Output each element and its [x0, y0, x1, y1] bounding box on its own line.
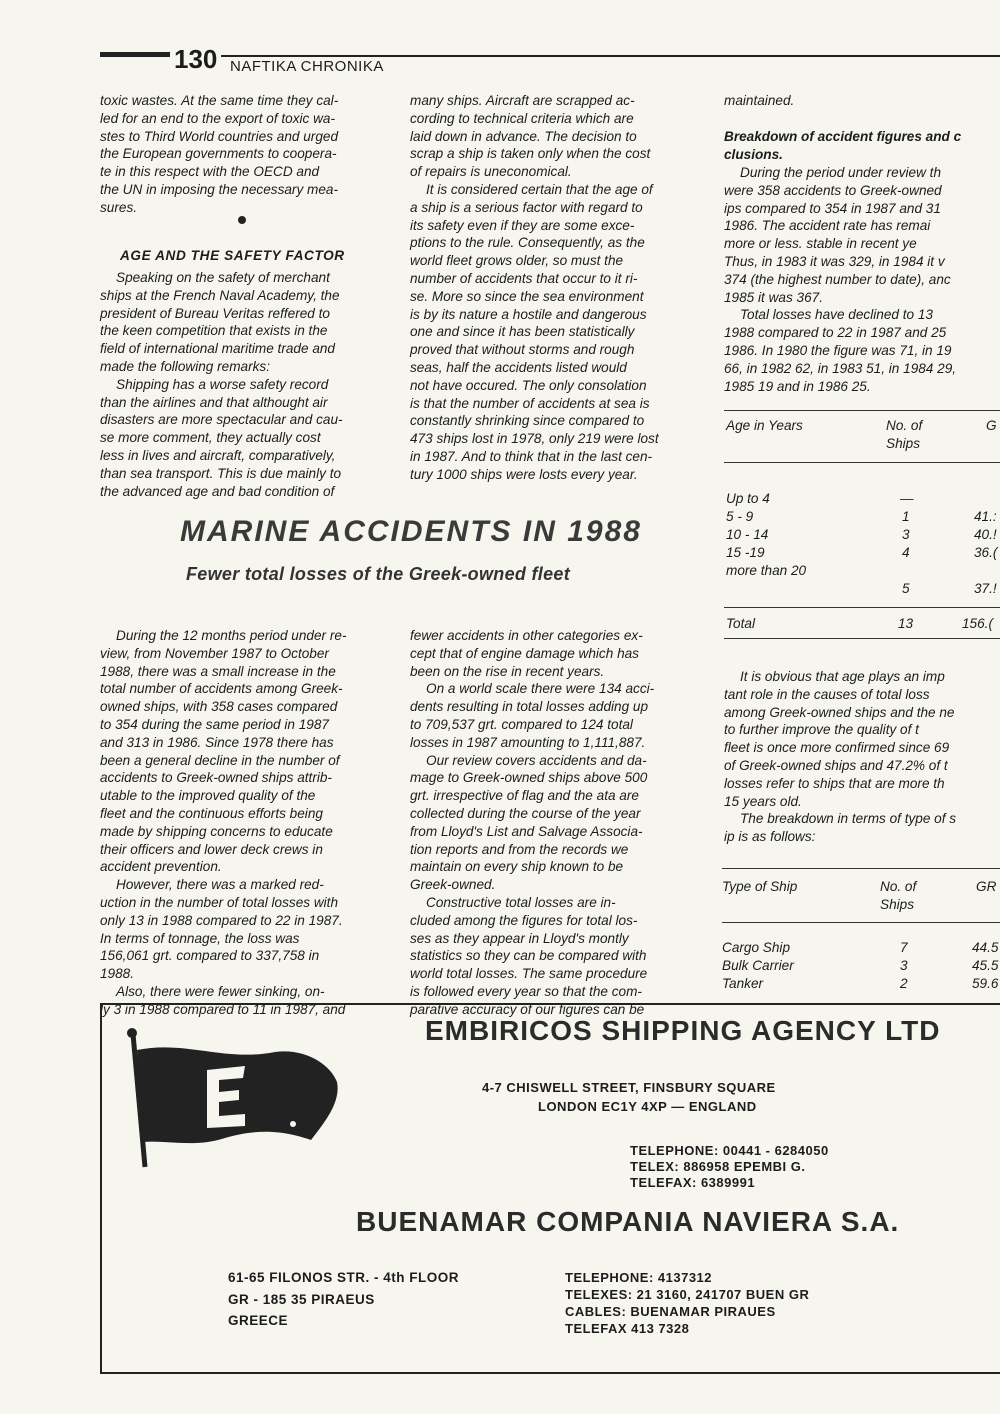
col3-top-text	[724, 92, 1000, 110]
text-line: 1988.	[100, 966, 135, 982]
text-line: is followed every year so that the com-	[410, 983, 642, 999]
grt-cell: 40.!	[974, 527, 997, 542]
text-line: constantly shrinking since compared to	[410, 413, 645, 429]
text-line: than sea transport. This is due mainly to	[100, 465, 342, 481]
grt-cell: 59.6	[972, 976, 999, 991]
text-line: It is obvious that age plays an imp	[740, 669, 945, 684]
type-table-top-rule	[722, 868, 1000, 869]
text-line: less in lives and aircraft, comparatively,	[100, 447, 336, 463]
text-line: made by shipping concerns to educate	[100, 823, 333, 839]
text-line: were 358 accidents to Greek-owned	[724, 182, 942, 198]
text-line: of repairs is uneconomical.	[410, 164, 572, 180]
text-line: tury 1000 ships were losts every year.	[410, 466, 638, 482]
page-number: 130	[170, 44, 221, 75]
text-line: world fleet grows older, so must the	[410, 253, 624, 269]
text-line: Also, there were fewer sinking, on-	[116, 983, 325, 999]
text-line: a ship is a serious factor with regard to	[410, 199, 643, 215]
age-table-total-grt: 156.(	[962, 616, 993, 631]
text-line: 1985 it was 367.	[724, 289, 823, 305]
text-line: te in this respect with the OECD and	[100, 164, 320, 180]
text-line: laid down in advance. The decision to	[410, 128, 637, 144]
company2-address-line1: 61-65 FILONOS STR. - 4th FLOOR	[228, 1270, 460, 1285]
text-line: been on the rise in recent years.	[410, 663, 605, 679]
section-bullet	[238, 216, 246, 224]
text-line: 1988 compared to 22 in 1987 and 25	[724, 325, 947, 341]
text-line: the advanced age and bad condition of	[100, 483, 335, 499]
text-line: 66, in 1982 62, in 1983 51, in 1984 29,	[724, 360, 957, 376]
text-line: its safety even if they are some exce-	[410, 217, 635, 233]
text-line: field of international maritime trade and	[100, 341, 335, 357]
text-line: scrap a ship is taken only when the cost	[410, 146, 651, 162]
age-cell: more than 20	[726, 563, 807, 578]
text-line: ip is as follows:	[724, 829, 816, 845]
text-line: one and since it has been statistically	[410, 324, 635, 340]
ships-cell: 4	[902, 545, 910, 560]
grt-cell: 41.:	[974, 509, 997, 524]
company1-telephone: TELEPHONE: 00441 - 6284050	[630, 1143, 829, 1158]
text-line: mage to Greek-owned ships above 500	[410, 770, 648, 786]
text-line: maintain on every ship known to be	[410, 859, 624, 875]
text-line: During the period under review th	[740, 165, 941, 180]
type-cell: Tanker	[722, 976, 764, 991]
article-title: MARINE ACCIDENTS IN 1988	[180, 515, 642, 548]
text-line: among Greek-owned ships and the ne	[724, 704, 955, 720]
type-table-header-type: Type of Ship	[722, 879, 798, 894]
grt-cell: 45.5	[972, 958, 999, 973]
text-line: se more comment, they actually cost	[100, 430, 321, 446]
text-line: dents resulting in total losses adding up	[410, 699, 649, 715]
text-line: proved that without storms and rough	[410, 342, 635, 358]
age-cell: Up to 4	[726, 491, 770, 506]
text-line: 1986. The accident rate has remai	[724, 218, 931, 234]
ships-cell: 5	[902, 581, 910, 596]
ships-cell: 3	[900, 958, 908, 973]
table-row	[726, 508, 753, 526]
age-cell: 5 - 9	[726, 509, 754, 524]
text-line: ips compared to 354 in 1987 and 31	[724, 200, 941, 216]
text-line: 15 years old.	[724, 793, 802, 809]
col3-text2	[724, 668, 1000, 846]
text-line: 1988, there was a small increase in the	[100, 663, 336, 679]
company2-telephone: TELEPHONE: 4137312	[565, 1270, 713, 1285]
text-line: cluded among the figures for total los-	[410, 912, 638, 928]
age-table-total-label: Total	[726, 616, 755, 631]
text-line: accidents to Greek-owned ships attrib-	[100, 770, 332, 786]
article-subtitle: Fewer total losses of the Greek-owned fleet	[186, 564, 570, 584]
age-table-header-grt: G	[986, 418, 997, 433]
text-line: 473 ships lost in 1978, only 219 were lost	[410, 431, 659, 447]
text-line: However, there was a marked red-	[116, 877, 324, 893]
text-line: ly 3 in 1988 compared to 11 in 1987, and	[100, 1001, 346, 1017]
text-line: to further improve the quality of t	[724, 722, 919, 738]
age-table-header-rule	[724, 462, 1000, 463]
text-line: uction in the number of total losses with	[100, 894, 339, 910]
text-line: Total losses have declined to 13	[740, 307, 933, 323]
age-table-header-ships: No. of Ships	[886, 418, 923, 451]
age-table-total-rule	[724, 607, 1000, 608]
text-line: se. More so since the sea environment	[410, 288, 644, 304]
ships-cell: —	[900, 491, 914, 506]
text-line: utable to the improved quality of the	[100, 788, 316, 804]
type-cell: Bulk Carrier	[722, 958, 794, 973]
text-line: Thus, in 1983 it was 329, in 1984 it v	[724, 253, 945, 269]
text-line: The breakdown in terms of type of s	[740, 811, 957, 827]
text-line: Breakdown of accident figures and c	[724, 129, 962, 144]
col1-section-text	[100, 269, 392, 500]
text-line: Greek-owned.	[410, 877, 496, 893]
text-line: 1985 19 and in 1986 25.	[724, 378, 871, 394]
text-line: On a world scale there were 134 acci-	[426, 681, 655, 697]
text-line: fewer accidents in other categories ex-	[410, 628, 643, 643]
text-line: total number of accidents among Greek-	[100, 681, 343, 697]
text-line: statistics so they can be compared with	[410, 948, 647, 964]
text-line: fleet and the continuous efforts being	[100, 805, 323, 821]
text-line: led for an end to the export of toxic wa-	[100, 110, 336, 126]
text-line: maintained.	[724, 93, 795, 108]
text-line: accident prevention.	[100, 859, 222, 875]
text-line: the keen competition that exists in the	[100, 323, 328, 339]
text-line: ships at the French Naval Academy, the	[100, 287, 340, 303]
flag-logo-icon	[115, 1022, 375, 1172]
ships-cell: 1	[902, 509, 910, 524]
text-line: disasters are more spectacular and cau-	[100, 412, 343, 428]
company1-telefax: TELEFAX: 6389991	[630, 1175, 756, 1190]
text-line: made the following remarks:	[100, 358, 270, 374]
text-line: owned ships, with 358 cases compared	[100, 699, 338, 715]
text-line: sures.	[100, 199, 138, 215]
grt-cell: 36.(	[974, 545, 998, 560]
age-cell: 10 - 14	[726, 527, 769, 542]
text-line: tant role in the causes of total loss	[724, 686, 930, 702]
company1-address-line1: 4-7 CHISWELL STREET, FINSBURY SQUARE	[482, 1080, 776, 1095]
text-line: grt. irrespective of flag and the ata are	[410, 788, 639, 804]
text-line: to 354 during the same period in 1987	[100, 716, 329, 732]
text-line: to 709,537 grt. compared to 124 total	[410, 716, 633, 732]
text-line: is by its nature a hostile and dangerous	[410, 306, 647, 322]
company2-cables: CABLES: BUENAMAR PIRAUES	[565, 1304, 776, 1319]
ships-cell: 7	[900, 940, 908, 955]
text-line: It is considered certain that the age of	[426, 181, 653, 197]
text-line: world total losses. The same procedure	[410, 966, 648, 982]
company2-telexes: TELEXES: 21 3160, 241707 BUEN GR	[565, 1287, 810, 1302]
table-row	[726, 544, 765, 562]
company2-name: BUENAMAR COMPANIA NAVIERA S.A.	[356, 1206, 900, 1237]
text-line: number of accidents that occur to it ri-	[410, 270, 638, 286]
text-line: the European governments to coopera-	[100, 146, 337, 162]
text-line: the UN in imposing the necessary mea-	[100, 181, 338, 197]
text-line: of Greek-owned ships and 47.2% of t	[724, 757, 948, 773]
header-rule-thick	[100, 52, 172, 56]
company1-name: EMBIRICOS SHIPPING AGENCY LTD	[425, 1015, 941, 1046]
table-row	[726, 562, 806, 580]
text-line: only 13 in 1988 compared to 22 in 1987.	[100, 912, 343, 928]
company2-address-line2: GR - 185 35 PIRAEUS	[228, 1292, 375, 1307]
text-line: In terms of tonnage, the loss was	[100, 930, 300, 946]
type-cell: Cargo Ship	[722, 940, 791, 955]
col3-heading	[724, 128, 1000, 164]
text-line: toxic wastes. At the same time they cal-	[100, 93, 339, 108]
text-line: been a general decline in the number of	[100, 752, 340, 768]
company2-telefax: TELEFAX 413 7328	[565, 1321, 690, 1336]
text-line: their officers and lower deck crews in	[100, 841, 323, 857]
header-rule	[100, 55, 1000, 57]
text-line: is that the number of accidents at sea is	[410, 395, 650, 411]
text-line: 374 (the highest number to date), anc	[724, 271, 951, 287]
text-line: many ships. Aircraft are scrapped ac-	[410, 93, 635, 108]
text-line: ses as they appear in Lloyd's montly	[410, 930, 629, 946]
section-heading: AGE AND THE SAFETY FACTOR	[120, 248, 345, 263]
grt-cell: 44.5	[972, 940, 999, 955]
text-line: more or less. stable in recent ye	[724, 236, 917, 252]
text-line: cept that of engine damage which has	[410, 645, 639, 661]
text-line: During the 12 months period under re-	[116, 628, 347, 643]
text-line: cording to technical criteria which are	[410, 110, 634, 126]
text-line: 1986. In 1980 the figure was 71, in 19	[724, 342, 952, 358]
text-line: losses in 1987 amounting to 1,111,887.	[410, 734, 646, 750]
grt-cell: 37.!	[974, 581, 997, 596]
text-line: parative accuracy of our figures can be	[410, 1001, 645, 1017]
company2-address-line3: GREECE	[228, 1313, 289, 1328]
age-table-total-ships: 13	[898, 616, 914, 631]
text-line: in 1987. And to think that in the last cen-	[410, 448, 653, 464]
age-table-header-age: Age in Years	[726, 418, 803, 433]
text-line: tion reports and from the records we	[410, 841, 629, 857]
col2-article-text	[410, 627, 703, 1019]
text-line: clusions.	[724, 146, 783, 162]
col2-top-text	[410, 92, 703, 484]
text-line: view, from November 1987 to October	[100, 645, 329, 661]
table-row	[726, 526, 768, 544]
text-line: Shipping has a worse safety record	[116, 376, 329, 392]
text-line: 156,061 grt. compared to 337,758 in	[100, 948, 320, 964]
col1-top-text	[100, 92, 392, 217]
text-line: stes to Third World countries and urged	[100, 128, 339, 144]
text-line: ptions to the rule. Consequently, as the	[410, 235, 645, 251]
ships-cell: 3	[902, 527, 910, 542]
ships-cell: 2	[900, 976, 908, 991]
type-table-header-ships: No. of Ships	[880, 879, 917, 912]
text-line: than the airlines and that althought air	[100, 394, 328, 410]
text-line: fleet is once more confirmed since 69	[724, 740, 950, 756]
age-table-bottom-rule	[724, 638, 1000, 639]
company1-telex: TELEX: 886958 EPEMBI G.	[630, 1159, 806, 1174]
table-row	[726, 490, 770, 508]
col3-text	[724, 164, 1000, 395]
age-table-top-rule	[724, 410, 1000, 411]
text-line: losses refer to ships that are more th	[724, 775, 945, 791]
company1-address-line2: LONDON EC1Y 4XP — ENGLAND	[538, 1099, 757, 1114]
text-line: Constructive total losses are in-	[426, 894, 616, 910]
text-line: president of Bureau Veritas reffered to	[100, 305, 330, 321]
col1-article-text	[100, 627, 392, 1019]
publication-name: NAFTIKA CHRONIKA	[230, 58, 384, 75]
text-line: Our review covers accidents and da-	[426, 752, 647, 768]
type-table-header-grt: GR	[976, 879, 997, 894]
text-line: seas, half the accidents listed would	[410, 359, 627, 375]
text-line: not have occured. The only consolation	[410, 377, 647, 393]
flag-letter	[200, 1075, 201, 1076]
age-cell: 15 -19	[726, 545, 765, 560]
text-line: from Lloyd's List and Salvage Associa-	[410, 823, 643, 839]
text-line: and 313 in 1986. Since 1978 there has	[100, 734, 334, 750]
text-line: collected during the course of the year	[410, 805, 641, 821]
type-table-header-rule	[722, 922, 1000, 923]
text-line: Speaking on the safety of merchant	[116, 270, 330, 285]
